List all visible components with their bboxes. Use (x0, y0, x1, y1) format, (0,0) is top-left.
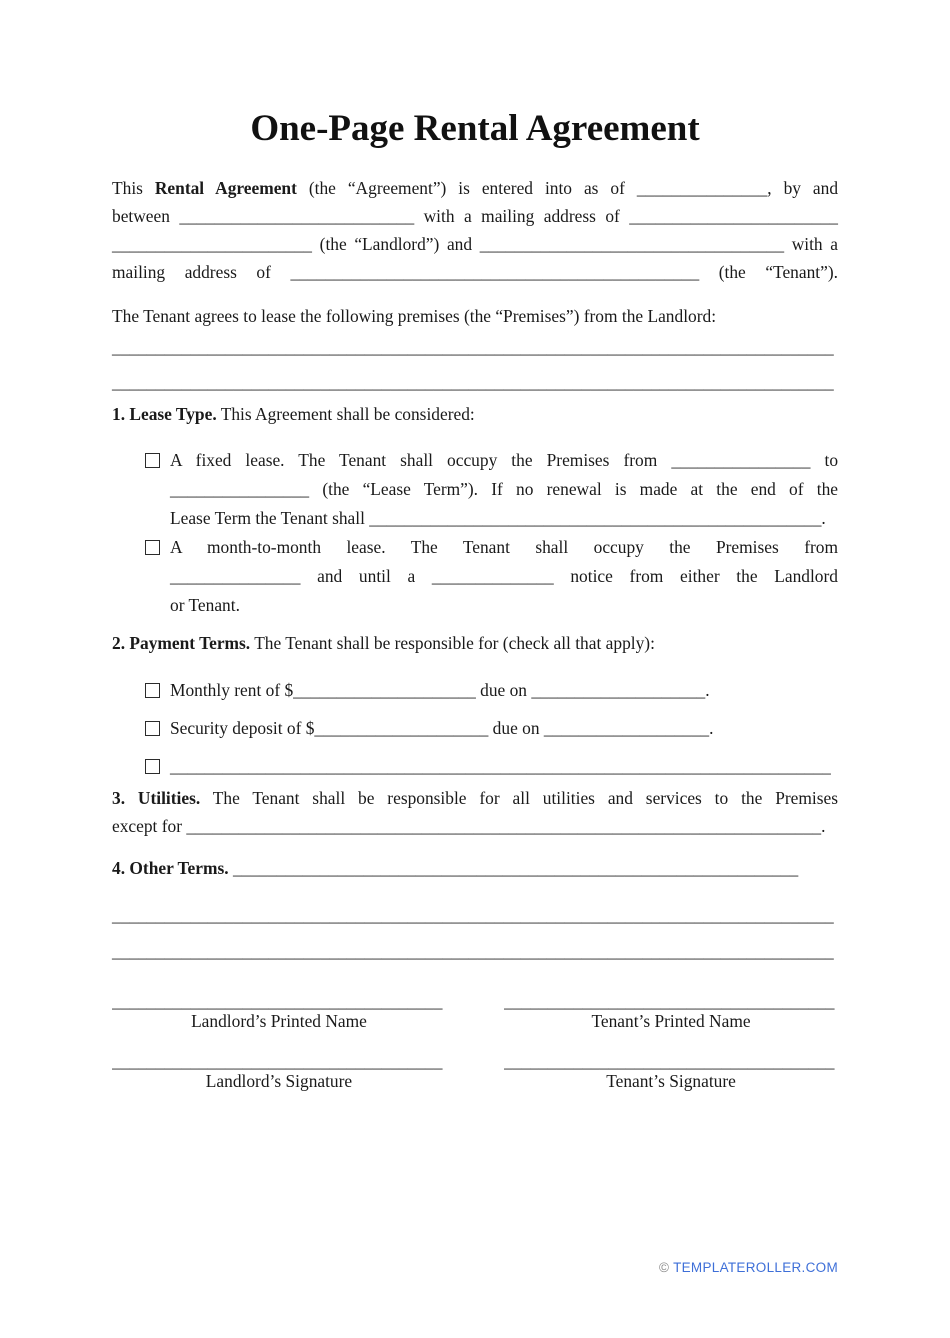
text-line (112, 991, 446, 1011)
security-deposit-checkbox[interactable] (145, 721, 160, 736)
text-run: , by and (767, 178, 839, 198)
text-line (112, 933, 838, 969)
tenant-printed-name-cell (504, 991, 838, 1031)
landlord-printed-name-line[interactable] (112, 991, 446, 1011)
blank-field[interactable]: ________________ (170, 479, 310, 499)
signature-row (112, 1051, 838, 1091)
text-line (504, 1051, 838, 1071)
text-run: notice from either the Landlord (553, 566, 838, 586)
blank-field[interactable]: ___________________________________________________________________________________ (112, 337, 834, 357)
text-run: with a mailing address of (414, 206, 630, 226)
text-line (170, 676, 838, 704)
blank-field[interactable]: _______________ (170, 566, 301, 586)
text-run: (the “Agreement”) is entered into as of (296, 178, 637, 198)
text-line (112, 1051, 446, 1071)
blank-field[interactable]: ______________________________________ (112, 991, 443, 1011)
copyright-icon: © (659, 1260, 670, 1275)
monthly-rent-checkbox[interactable] (145, 683, 160, 698)
blank-field[interactable]: _________________________________________________________________ (232, 858, 799, 878)
monthly-rent-option (112, 676, 838, 704)
blank-field[interactable]: _______________________________________________ (290, 262, 700, 282)
text-run: to (810, 450, 839, 470)
text-line (112, 812, 838, 840)
blank-field[interactable]: ______________________________________ (112, 1051, 443, 1071)
text-run: due on (475, 680, 532, 700)
text-run: A month-to-month lease. The Tenant shall occupy the Premises from (170, 537, 838, 557)
printed-name-row (112, 991, 838, 1031)
text-run: Rental Agreement (154, 178, 297, 198)
text-run: 3. Utilities. (112, 788, 201, 808)
other-payment-option (112, 752, 838, 780)
text-line (170, 714, 838, 742)
landlord-signature-label: Landlord’s Signature (205, 1071, 353, 1091)
text-line (170, 591, 838, 620)
tenant-signature-cell (504, 1051, 838, 1091)
month-to-month-option-text (170, 533, 838, 620)
text-line (112, 230, 838, 258)
blank-field[interactable]: ________________________ (629, 206, 838, 226)
blank-field[interactable]: _______________ (636, 178, 768, 198)
text-run: due on (488, 718, 544, 738)
section-other-terms (112, 854, 838, 882)
section-utilities (112, 784, 838, 840)
tenant-signature-line[interactable] (504, 1051, 838, 1071)
text-run: (the “Lease Term”). If no renewal is made at the end of the (309, 479, 838, 499)
tenant-printed-name-label: Tenant’s Printed Name (591, 1011, 751, 1031)
text-line (112, 365, 838, 400)
blank-field[interactable]: ____________________ (314, 718, 489, 738)
text-line (170, 504, 838, 533)
blank-field[interactable]: ___________________________________________________________________________________ (112, 372, 834, 392)
text-run: The Tenant agrees to lease the following premises (the “Premises”) from the Landlord: (112, 306, 717, 326)
security-deposit-option (112, 714, 838, 742)
month-to-month-checkbox[interactable] (145, 540, 160, 555)
blank-field[interactable]: _______________________ (112, 234, 312, 254)
text-run: . (709, 718, 714, 738)
text-run: A fixed lease. The Tenant shall occupy the Premises from (170, 450, 672, 470)
blank-field[interactable]: ______________________________________ (504, 991, 835, 1011)
text-run: The Tenant shall be responsible for all utilities and services to the Premises (200, 788, 838, 808)
landlord-printed-name-label: Landlord’s Printed Name (191, 1011, 367, 1031)
landlord-signature-cell (112, 1051, 446, 1091)
blank-field[interactable]: ___________________________________________________________________________________ (112, 941, 834, 961)
text-line (112, 400, 838, 428)
text-line (112, 897, 838, 933)
footer (659, 1260, 838, 1276)
landlord-printed-name-cell (112, 991, 446, 1031)
text-line (112, 854, 838, 882)
blank-field[interactable]: ____________________________________________________ (369, 508, 822, 528)
text-run: . (705, 680, 710, 700)
document-title: One-Page Rental Agreement (250, 108, 700, 149)
text-run: This Agreement shall be considered: (216, 404, 475, 424)
tenant-signature-label: Tenant’s Signature (606, 1071, 736, 1091)
text-run: . (821, 508, 826, 528)
intro-paragraph (112, 174, 838, 286)
text-run: (the “Landlord”) and (312, 234, 480, 254)
month-to-month-option (112, 533, 838, 620)
tenant-printed-name-line[interactable] (504, 991, 838, 1011)
blank-field[interactable]: _________________________________________________________________________ (186, 816, 822, 836)
blank-field[interactable]: ______________________________________ (504, 1051, 835, 1071)
text-run: The Tenant shall be responsible for (check all that apply): (250, 633, 655, 653)
text-line (112, 302, 838, 330)
text-run: except for (112, 816, 187, 836)
text-run: Security deposit of $ (170, 718, 315, 738)
text-run: Monthly rent of $ (170, 680, 294, 700)
text-run: and until a (300, 566, 432, 586)
landlord-signature-line[interactable] (112, 1051, 446, 1071)
rental-agreement-document (0, 108, 950, 1091)
premises-clause (112, 302, 838, 330)
blank-field[interactable]: ___________________________________________________________________________________ (112, 905, 834, 925)
text-line (170, 446, 838, 475)
text-line (112, 330, 838, 365)
blank-field[interactable]: ___________________________________ (479, 234, 785, 254)
monthly-rent-option-text (170, 676, 838, 704)
other-terms-blank-lines (112, 897, 838, 969)
text-run: between (112, 206, 180, 226)
text-line (112, 784, 838, 812)
blank-field[interactable]: ________________ (671, 450, 811, 470)
text-run: 1. Lease Type. (112, 404, 217, 424)
text-line (504, 991, 838, 1011)
security-deposit-option-text (170, 714, 838, 742)
text-line (112, 202, 838, 230)
text-run: (the “Tenant”). (699, 262, 838, 282)
blank-field[interactable]: ____________________________________________________________________________ (170, 756, 831, 776)
text-run: This (112, 178, 155, 198)
text-line (170, 562, 838, 591)
section-payment-terms-heading (112, 629, 838, 657)
premises-blank-lines (112, 330, 838, 400)
text-run: or Tenant. (170, 595, 240, 615)
blank-field[interactable]: ____________________ (531, 680, 706, 700)
section-lease-type-heading (112, 400, 838, 428)
text-line (112, 258, 838, 286)
fixed-lease-option (112, 446, 838, 533)
text-line (112, 174, 838, 202)
text-run: mailing address of (112, 262, 291, 282)
blank-field[interactable]: _____________________ (293, 680, 476, 700)
blank-field[interactable]: ___________________________ (179, 206, 415, 226)
text-run: with a (784, 234, 838, 254)
text-line (170, 533, 838, 562)
text-line (170, 475, 838, 504)
text-line (112, 629, 838, 657)
other-payment-option-text (170, 752, 838, 780)
text-line (170, 752, 838, 780)
blank-field[interactable]: ______________ (431, 566, 554, 586)
text-run: . (821, 816, 826, 836)
fixed-lease-checkbox[interactable] (145, 453, 160, 468)
fixed-lease-option-text (170, 446, 838, 533)
blank-field[interactable]: ___________________ (543, 718, 710, 738)
other-payment-checkbox[interactable] (145, 759, 160, 774)
text-run: 4. Other Terms. (112, 858, 229, 878)
text-run: 2. Payment Terms. (112, 633, 251, 653)
text-run: Lease Term the Tenant shall (170, 508, 370, 528)
templateroller-link[interactable]: TEMPLATEROLLER.COM (673, 1260, 838, 1275)
